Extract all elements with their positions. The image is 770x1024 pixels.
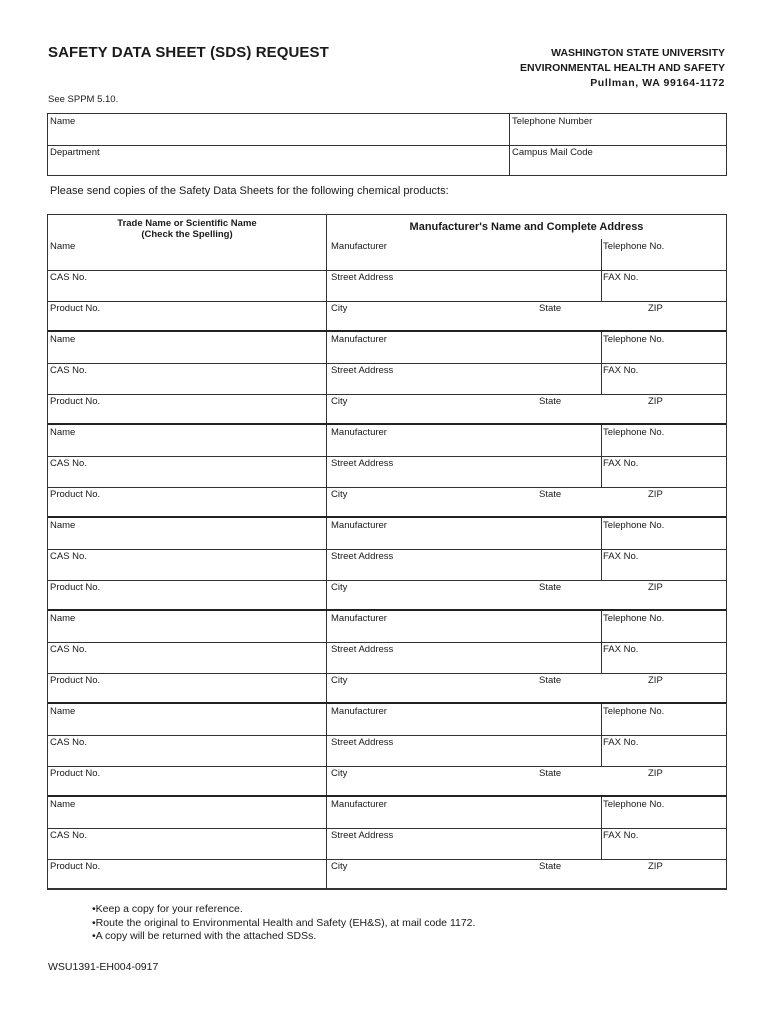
product-number-field[interactable]: Product No. xyxy=(50,861,101,872)
cas-number-field[interactable]: CAS No. xyxy=(50,272,87,283)
state-field[interactable]: State xyxy=(539,768,562,779)
manufacturer-field[interactable]: Manufacturer xyxy=(331,334,387,345)
product-number-field[interactable]: Product No. xyxy=(50,396,101,407)
entry-row xyxy=(48,861,726,892)
state-field[interactable]: State xyxy=(539,861,562,872)
zip-field[interactable]: ZIP xyxy=(648,489,663,500)
entry-row xyxy=(48,737,726,768)
city-field[interactable]: City xyxy=(331,861,348,872)
cas-number-field[interactable]: CAS No. xyxy=(50,830,87,841)
org-university: WASHINGTON STATE UNIVERSITY xyxy=(551,47,725,59)
street-address-field[interactable]: Street Address xyxy=(331,830,394,841)
product-number-field[interactable]: Product No. xyxy=(50,489,101,500)
zip-field[interactable]: ZIP xyxy=(648,675,663,686)
chemical-name-field[interactable]: Name xyxy=(50,241,76,252)
cas-number-field[interactable]: CAS No. xyxy=(50,458,87,469)
city-field[interactable]: City xyxy=(331,768,348,779)
zip-field[interactable]: ZIP xyxy=(648,396,663,407)
chemical-entry xyxy=(48,518,726,611)
cas-number-field[interactable]: CAS No. xyxy=(50,365,87,376)
org-address: Pullman, WA 99164-1172 xyxy=(590,77,725,89)
street-address-field[interactable]: Street Address xyxy=(331,365,394,376)
cas-number-field[interactable]: CAS No. xyxy=(50,644,87,655)
chemical-entry xyxy=(48,332,726,425)
cas-number-field[interactable]: CAS No. xyxy=(50,737,87,748)
zip-field[interactable]: ZIP xyxy=(648,861,663,872)
manufacturer-telephone-field[interactable]: Telephone No. xyxy=(603,427,665,438)
state-field[interactable]: State xyxy=(539,489,562,500)
chemical-name-field[interactable]: Name xyxy=(50,520,76,531)
chemical-name-field[interactable]: Name xyxy=(50,427,76,438)
chemical-name-field[interactable]: Name xyxy=(50,334,76,345)
manufacturer-telephone-field[interactable]: Telephone No. xyxy=(603,241,665,252)
fax-number-field[interactable]: FAX No. xyxy=(603,458,639,469)
note-item: •Route the original to Environmental Health and Safety (EH&S), at mail code 1172. xyxy=(92,916,476,929)
trade-name-header: Trade Name or Scientific Name (Check the Spelling) xyxy=(117,218,257,240)
cas-number-field[interactable]: CAS No. xyxy=(50,551,87,562)
entry-row xyxy=(48,706,726,737)
note-item: •Keep a copy for your reference. xyxy=(92,903,243,915)
state-field[interactable]: State xyxy=(539,675,562,686)
manufacturer-field[interactable]: Manufacturer xyxy=(331,241,387,252)
fax-number-field[interactable]: FAX No. xyxy=(603,830,639,841)
chemical-entry xyxy=(48,425,726,518)
street-address-field[interactable]: Street Address xyxy=(331,737,394,748)
manufacturer-telephone-field[interactable]: Telephone No. xyxy=(603,334,665,345)
entry-row xyxy=(48,427,726,458)
city-field[interactable]: City xyxy=(331,396,348,407)
entry-row xyxy=(48,830,726,861)
chemical-entry xyxy=(48,611,726,704)
requester-info-box xyxy=(47,113,727,176)
fax-number-field[interactable]: FAX No. xyxy=(603,737,639,748)
street-address-field[interactable]: Street Address xyxy=(331,644,394,655)
zip-field[interactable]: ZIP xyxy=(648,768,663,779)
state-field[interactable]: State xyxy=(539,396,562,407)
form-number: WSU1391-EH004-0917 xyxy=(48,961,159,973)
state-field[interactable]: State xyxy=(539,303,562,314)
street-address-field[interactable]: Street Address xyxy=(331,272,394,283)
city-field[interactable]: City xyxy=(331,675,348,686)
chemical-entry xyxy=(48,239,726,332)
entry-row xyxy=(48,551,726,582)
requester-mail-code-field[interactable]: Campus Mail Code xyxy=(512,147,593,158)
entry-row xyxy=(48,799,726,830)
notes-list xyxy=(92,903,475,944)
product-number-field[interactable]: Product No. xyxy=(50,303,101,314)
product-number-field[interactable]: Product No. xyxy=(50,675,101,686)
manufacturer-telephone-field[interactable]: Telephone No. xyxy=(603,520,665,531)
fax-number-field[interactable]: FAX No. xyxy=(603,272,639,283)
fax-number-field[interactable]: FAX No. xyxy=(603,365,639,376)
manufacturer-telephone-field[interactable]: Telephone No. xyxy=(603,706,665,717)
chemical-entry xyxy=(48,797,726,890)
product-number-field[interactable]: Product No. xyxy=(50,582,101,593)
fax-number-field[interactable]: FAX No. xyxy=(603,644,639,655)
street-address-field[interactable]: Street Address xyxy=(331,551,394,562)
manufacturer-field[interactable]: Manufacturer xyxy=(331,799,387,810)
manufacturer-telephone-field[interactable]: Telephone No. xyxy=(603,799,665,810)
city-field[interactable]: City xyxy=(331,582,348,593)
requester-department-field[interactable]: Department xyxy=(50,147,100,158)
manufacturer-field[interactable]: Manufacturer xyxy=(331,427,387,438)
manufacturer-header: Manufacturer's Name and Complete Address xyxy=(409,221,644,233)
instruction-text: Please send copies of the Safety Data Sheets for the following chemical products: xyxy=(50,185,449,197)
entry-row xyxy=(48,520,726,551)
policy-reference: See SPPM 5.10. xyxy=(48,94,119,105)
entry-row xyxy=(48,613,726,644)
chemical-name-field[interactable]: Name xyxy=(50,613,76,624)
fax-number-field[interactable]: FAX No. xyxy=(603,551,639,562)
chemical-entry xyxy=(48,704,726,797)
entry-row xyxy=(48,644,726,675)
state-field[interactable]: State xyxy=(539,582,562,593)
entry-row xyxy=(48,458,726,489)
chemical-request-table xyxy=(47,214,727,890)
product-number-field[interactable]: Product No. xyxy=(50,768,101,779)
chemical-name-field[interactable]: Name xyxy=(50,799,76,810)
chemical-name-field[interactable]: Name xyxy=(50,706,76,717)
city-field[interactable]: City xyxy=(331,489,348,500)
form-title: SAFETY DATA SHEET (SDS) REQUEST xyxy=(48,44,329,61)
manufacturer-field[interactable]: Manufacturer xyxy=(331,613,387,624)
entry-row xyxy=(48,241,726,272)
requester-name-field[interactable]: Name xyxy=(50,116,76,127)
manufacturer-field[interactable]: Manufacturer xyxy=(331,520,387,531)
note-item: •A copy will be returned with the attached SDSs. xyxy=(92,930,317,942)
manufacturer-field[interactable]: Manufacturer xyxy=(331,706,387,717)
entry-row xyxy=(48,334,726,365)
requester-telephone-field[interactable]: Telephone Number xyxy=(512,116,593,127)
zip-field[interactable]: ZIP xyxy=(648,303,663,314)
street-address-field[interactable]: Street Address xyxy=(331,458,394,469)
organization-block xyxy=(520,46,725,91)
city-field[interactable]: City xyxy=(331,303,348,314)
entry-row xyxy=(48,365,726,396)
org-department: ENVIRONMENTAL HEALTH AND SAFETY xyxy=(520,62,725,74)
manufacturer-telephone-field[interactable]: Telephone No. xyxy=(603,613,665,624)
zip-field[interactable]: ZIP xyxy=(648,582,663,593)
entry-row xyxy=(48,272,726,303)
